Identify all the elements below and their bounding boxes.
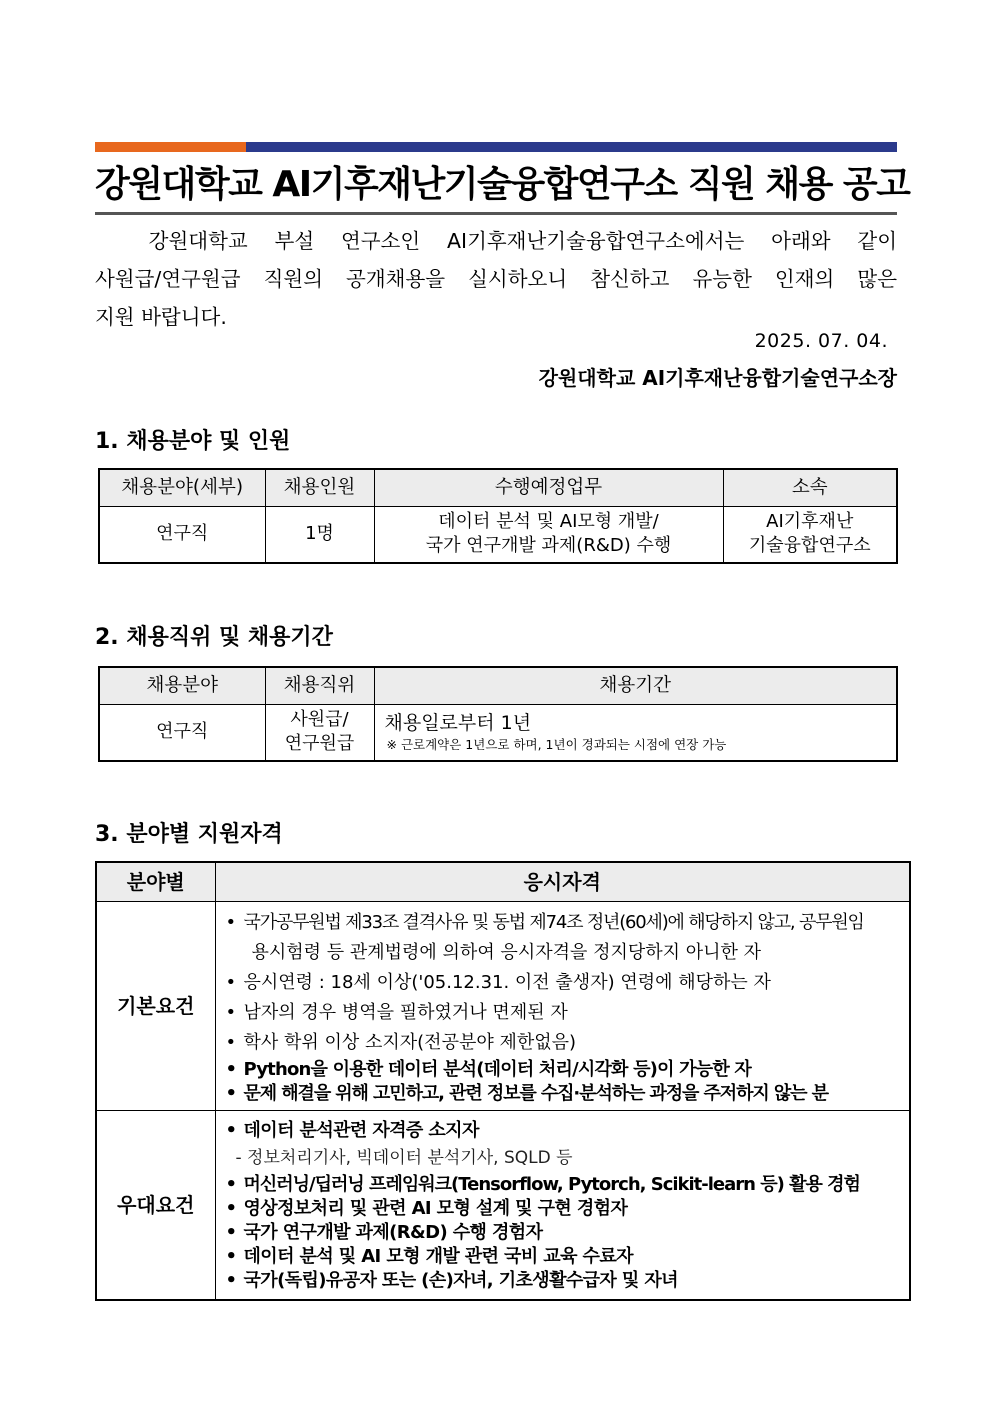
column-header: 소속: [723, 469, 897, 507]
list-item: • 국가공무원법 제33조 결격사유 및 동법 제74조 정년(60세)에 해당하지 않고, 공무원임: [225, 912, 864, 933]
duty-cell: [374, 507, 723, 563]
title-divider: [95, 212, 897, 215]
column-header: 수행예정업무: [374, 469, 723, 507]
intro-line: 사원급/연구원급 직원의 공개채용을 실시하오니 참신하고 유능한 인재의 많은: [95, 267, 897, 291]
intro-line: 지원 바랍니다.: [95, 305, 227, 329]
table-row: [99, 507, 897, 563]
org-line: 기술융합연구소: [748, 535, 871, 557]
table-header-row: [99, 667, 897, 705]
notice-signer: 강원대학교 AI기후재난융합기술연구소장: [538, 366, 897, 390]
list-item: • 국가 연구개발 과제(R&D) 수행 경험자: [225, 1221, 543, 1243]
list-item: • 남자의 경우 병역을 필하였거나 면제된 자: [225, 1002, 568, 1023]
column-header: 채용인원: [265, 469, 374, 507]
intro-paragraph: [95, 222, 897, 336]
column-header: 채용분야: [99, 667, 265, 705]
section-heading: 3. 분야별 지원자격: [95, 822, 283, 847]
period-text: 채용일로부터 1년: [384, 712, 532, 735]
category-label: 우대요건: [96, 1111, 215, 1300]
preferred-requirements: [215, 1111, 910, 1300]
column-header: 분야별: [96, 862, 215, 902]
intro-line: 강원대학교 부설 연구소인 AI기후재난기술융합연구소에서는 아래와 같이: [95, 229, 897, 253]
period-cell: [374, 705, 897, 761]
section-heading: 2. 채용직위 및 채용기간: [95, 625, 333, 650]
position-line: 사원급/: [290, 709, 349, 731]
list-item: • 응시연령 : 18세 이상('05.12.31. 이전 출생자) 연령에 해당하는 자: [225, 972, 771, 993]
org-cell: [723, 507, 897, 563]
table-row: [96, 1111, 910, 1300]
position-line: 연구원급: [284, 733, 355, 755]
list-item: • 머신러닝/딥러닝 프레임워크(Tensorflow, Pytorch, Scikit-learn 등) 활용 경험: [225, 1173, 860, 1195]
basic-requirements: [215, 902, 910, 1111]
table-row: [96, 902, 910, 1111]
table-header-row: [99, 469, 897, 507]
position-period-table: [98, 666, 898, 762]
column-header: 채용직위: [265, 667, 374, 705]
section-heading: 1. 채용분야 및 인원: [95, 429, 291, 454]
list-item: • 학사 학위 이상 소지자(전공분야 제한없음): [225, 1032, 577, 1053]
list-item: • 영상정보처리 및 관련 AI 모형 설계 및 구현 경험자: [225, 1197, 628, 1219]
column-header: 채용기간: [374, 667, 897, 705]
field-cell: 연구직: [99, 507, 265, 563]
title-accent-bar: [95, 142, 897, 152]
org-line: AI기후재난: [766, 511, 854, 533]
list-subitem: - 정보처리기사, 빅데이터 분석기사, SQLD 등: [235, 1147, 573, 1168]
category-label: 기본요건: [96, 902, 215, 1111]
column-header: 채용분야(세부): [99, 469, 265, 507]
list-item: • Python을 이용한 데이터 분석(데이터 처리/시각화 등)이 가능한 자: [225, 1059, 751, 1080]
position-cell: [265, 705, 374, 761]
list-item-continuation: 용시험령 등 관계법령에 의하여 응시자격을 정지당하지 아니한 자: [251, 942, 762, 963]
list-item: • 데이터 분석관련 자격증 소지자: [225, 1119, 479, 1141]
notice-date: 2025. 07. 04.: [754, 330, 888, 352]
duty-line: 데이터 분석 및 AI모형 개발/: [438, 511, 659, 533]
table-header-row: [96, 862, 910, 902]
duty-line: 국가 연구개발 과제(R&D) 수행: [425, 535, 672, 557]
table-row: [99, 705, 897, 761]
column-header: 응시자격: [215, 862, 910, 902]
period-note: ※ 근로계약은 1년으로 하며, 1년이 경과되는 시점에 연장 가능: [386, 737, 727, 753]
accent-bar-navy: [246, 142, 897, 152]
field-cell: 연구직: [99, 705, 265, 761]
recruitment-field-table: [98, 468, 898, 564]
list-item: • 문제 해결을 위해 고민하고, 관련 정보를 수집·분석하는 과정을 주저하지 않는 분: [225, 1083, 828, 1104]
list-item: • 데이터 분석 및 AI 모형 개발 관련 국비 교육 수료자: [225, 1245, 633, 1267]
list-item: • 국가(독립)유공자 또는 (손)자녀, 기초생활수급자 및 자녀: [225, 1269, 678, 1291]
accent-bar-orange: [95, 142, 246, 152]
qualification-table: [95, 861, 911, 1301]
count-cell: 1명: [265, 507, 374, 563]
page-title: 강원대학교 AI기후재난기술융합연구소 직원 채용 공고: [95, 164, 910, 205]
